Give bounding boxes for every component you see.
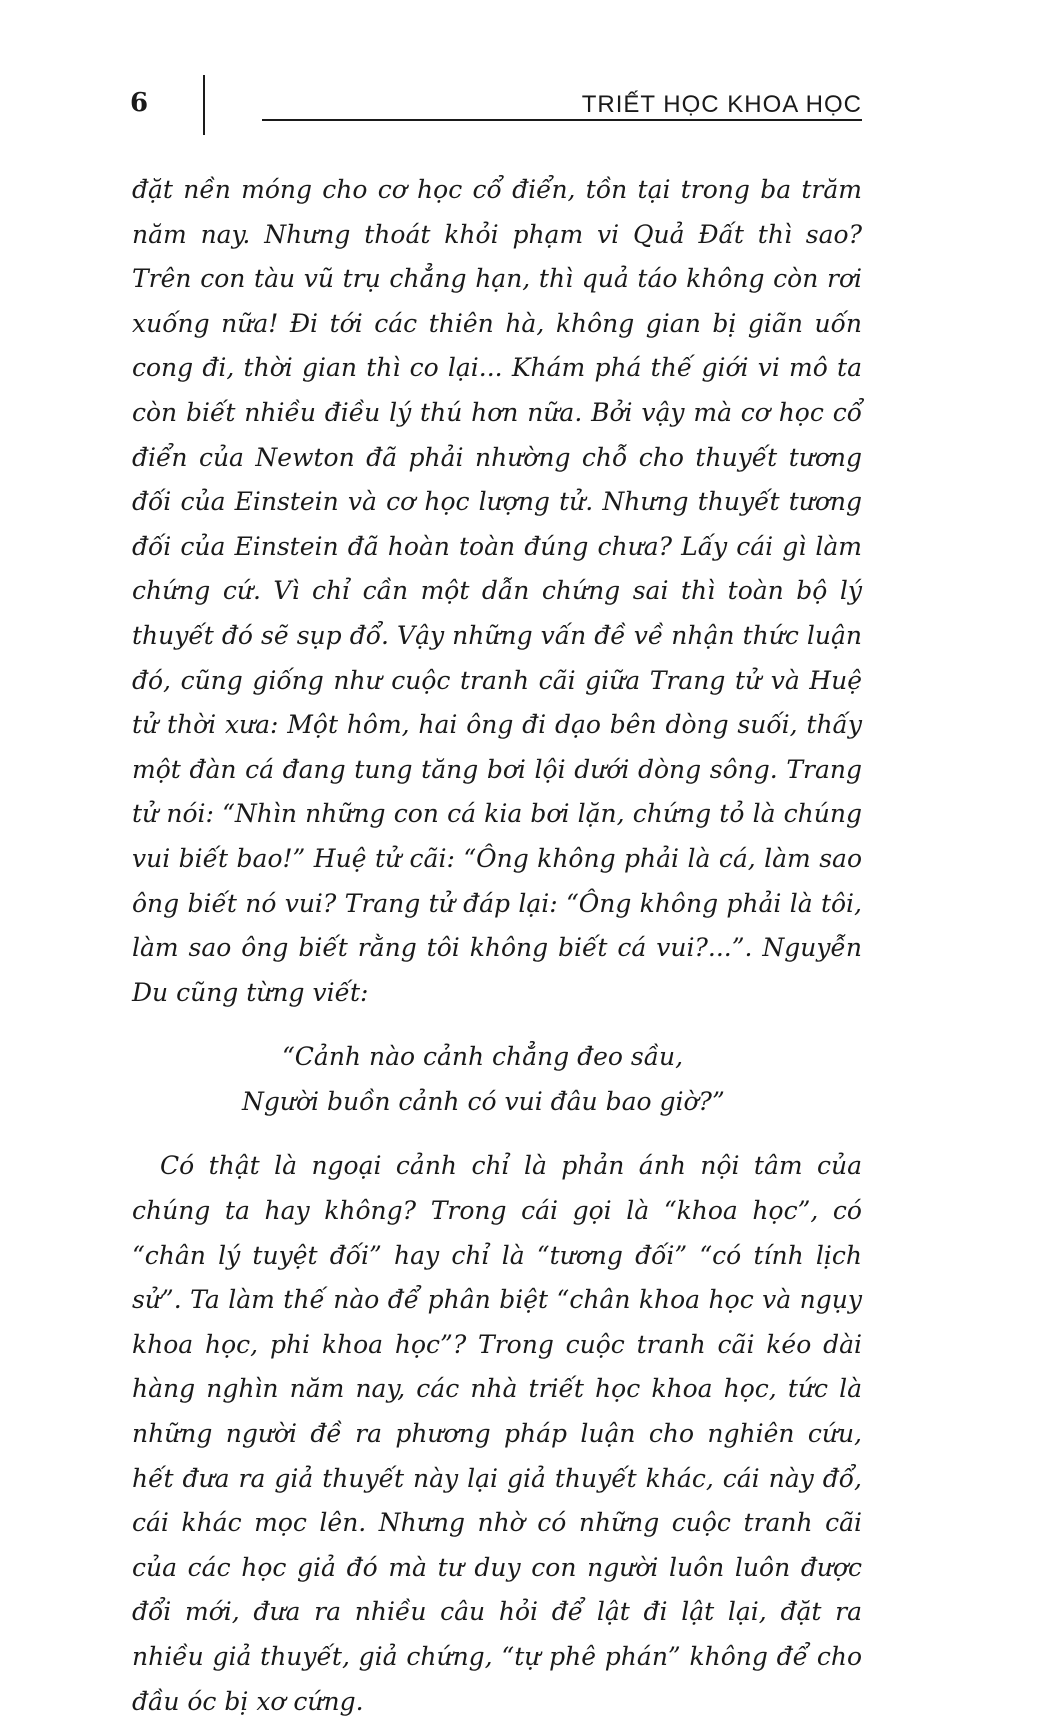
- verse-line-1: “Cảnh nào cảnh chẳng đeo sầu,: [282, 1042, 684, 1072]
- verse-quote: [132, 1035, 862, 1124]
- header-vertical-divider: [203, 75, 205, 135]
- running-title: TRIẾT HỌC KHOA HỌC: [581, 91, 862, 118]
- page-number: 6: [130, 88, 149, 118]
- header-rule: [262, 119, 862, 121]
- paragraph-1: đặt nền móng cho cơ học cổ điển, tồn tại trong ba trăm năm nay. Nhưng thoát khỏi phạm vi Quả Đất thì sao? Trên con tàu vũ trụ chẳng hạn, thì quả táo không còn rơi xuống nữa! Đi tới các thiên hà, không gian bị giãn uốn cong đi, thời gian thì co lại... Khám phá thế giới vi mô ta còn biết nhiều điều lý thú hơn nữa. Bởi vậy mà cơ học cổ điển của Newton đã phải nhường chỗ cho thuyết tương đối của Einstein và cơ học lượng tử. Nhưng thuyết tương đối của Einstein đã hoàn toàn đúng chưa? Lấy cái gì làm chứng cứ. Vì chỉ cần một dẫn chứng sai thì toàn bộ lý thuyết đó sẽ sụp đổ. Vậy những vấn đề về nhận thức luận đó, cũng giống như cuộc tranh cãi giữa Trang tử và Huệ tử thời xưa: Một hôm, hai ông đi dạo bên dòng suối, thấy một đàn cá đang tung tăng bơi lội dưới dòng sông. Trang tử nói: “Nhìn những con cá kia bơi lặn, chứng tỏ là chúng vui biết bao!” Huệ tử cãi: “Ông không phải là cá, làm sao ông biết nó vui? Trang tử đáp lại: “Ông không phải là tôi, làm sao ông biết rằng tôi không biết cá vui?...”. Nguyễn Du cũng từng viết:: [132, 175, 862, 1007]
- verse-line-2: Người buồn cảnh có vui đâu bao giờ?”: [242, 1086, 725, 1116]
- paragraph-2: Có thật là ngoại cảnh chỉ là phản ánh nội tâm của chúng ta hay không? Trong cái gọi là “khoa học”, có “chân lý tuyệt đối” hay chỉ là “tương đối” “có tính lịch sử”. Ta làm thế nào để phân biệt “chân khoa học và ngụy khoa học, phi khoa học”? Trong cuộc tranh cãi kéo dài hàng nghìn năm nay, các nhà triết học khoa học, tức là những người đề ra phương pháp luận cho nghiên cứu, hết đưa ra giả thuyết này lại giả thuyết khác, cái này đổ, cái khác mọc lên. Nhưng nhờ có những cuộc tranh cãi của các học giả đó mà tư duy con người luôn luôn được đổi mới, đưa ra nhiều câu hỏi để lật đi lật lại, đặt ra nhiều giả thuyết, giả chứng, “tự phê phán” không để cho đầu óc bị xơ cứng.: [132, 1151, 862, 1716]
- body-text: [132, 168, 862, 1724]
